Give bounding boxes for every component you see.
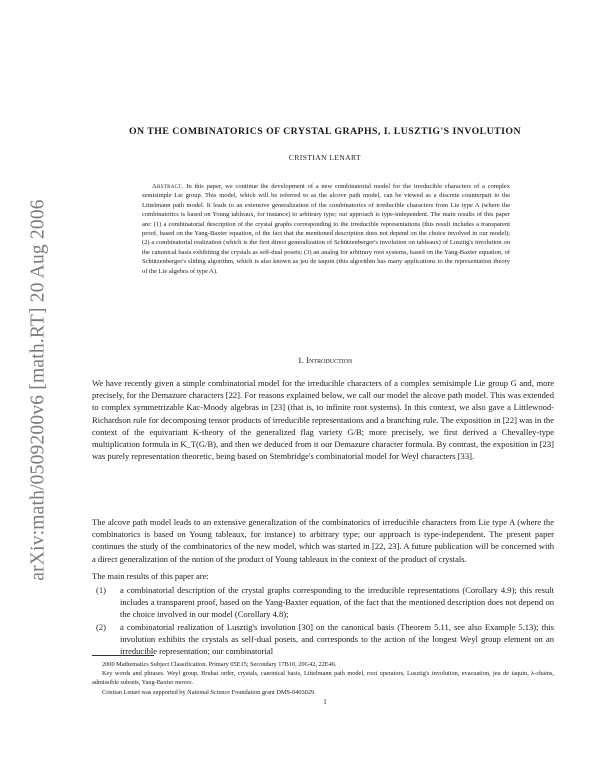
abstract-label: Abstract.	[152, 183, 184, 190]
list-item-number: (1)	[96, 585, 106, 595]
footnotes	[92, 660, 554, 697]
section-number: 1.	[297, 355, 305, 365]
footnote-funding: Cristian Lenart was supported by National Science Foundation grant DMS-0403029.	[102, 688, 316, 696]
list-item	[92, 621, 554, 658]
list-item-number: (2)	[96, 621, 106, 632]
footnote-divider	[92, 655, 154, 656]
author-name: CRISTIAN LENART	[288, 153, 362, 162]
arxiv-stamp	[14, 155, 64, 625]
list-item-text: a combinatorial realization of Lusztig's involution [30] on the canonical basis (Theorem 5.11, see also Example 5.13); this involution exhibits the crystals as self-dual posets, and corresponds to the action of the longest Weyl group element on an irreducible representation; our combinatorial	[120, 621, 554, 657]
paragraph-3: The main results of this paper are:	[92, 571, 209, 581]
page-number: 1	[323, 698, 327, 706]
section-heading	[80, 355, 570, 365]
footnote-keywords: Key words and phrases. Weyl group, Bruhat order, crystals, canonical basis, Littelmann path model, root operators, Lusztig's involution, evacuation, jeu de taquin, λ-chains, admissible subsets, Yang-Baxter moves.	[92, 670, 554, 687]
section-title: Introduction	[306, 355, 353, 365]
abstract	[142, 182, 510, 276]
arxiv-id: arXiv:math/0509200v6 [math.RT] 20 Aug 2006	[28, 199, 50, 581]
paragraph-1: We have recently given a simple combinatorial model for the irreducible characters of a complex semisimple Lie group G and, more precisely, for the Demazure characters [22]. For reasons explained below, we call our model the alcove path model. This was extended to complex symmetrizable Kac-Moody algebras in [23] (that is, to infinite root systems). In this context, we also gave a Littlewood-Richardson rule for decomposing tensor products of irreducible representations and a branching rule. The exposition in [22] was in the context of the equivariant K-theory of the generalized flag variety G/B; more precisely, we first derived a Chevalley-type multiplication formula in K_T(G/B), and then we deduced from it our Demazure character formula. By contrast, the exposition in [23] was purely representation theoretic, being based on Stembridge's combinatorial model for Weyl characters [33].	[92, 378, 554, 462]
paper-title: ON THE COMBINATORICS OF CRYSTAL GRAPHS, I. LUSZTIG'S INVOLUTION	[128, 126, 521, 137]
list-item-text: a combinatorial description of the crystal graphs corresponding to the irreducible representations (Corollary 4.9); this result includes a transparent proof, based on the Yang-Baxter equation, of the fact that the mentioned description does not depend on the choice involved in our model (Corollary 4.8);	[120, 585, 554, 620]
footnote-msc: 2000 Mathematics Subject Classification. Primary 05E15; Secondary 17B10, 20G42, 22E46.	[102, 661, 337, 668]
paragraph-2: The alcove path model leads to an extensive generalization of the combinatorics of irreducible characters from Lie type A (where the combinatorics is based on Young tableaux, for instance) to arbitrary type; our approach is type-independent. The present paper continues the study of the combinatorics of the new model, which was started in [22, 23]. A future publication will be concerned with a direct generalization of the notion of the product of Young tableaux in the context of the product of crystals.	[92, 517, 554, 564]
list-item	[92, 584, 554, 621]
abstract-text: In this paper, we continue the development of a new combinatorial model for the irreducible characters of a complex semisimple Lie group. This model, which will be referred to as the alcove path model, can be viewed as a discrete counterpart to the Littelmann path model. It leads to an extensive generalization of the combinatorics of irreducible characters from Lie type A (where the combinatorics is based on Young tableaux, for instance) to arbitrary type; our approach is type-independent. The main results of this paper are: (1) a combinatorial description of the crystal graphs corresponding to the irreducible representations (this result includes a transparent proof, based on the Yang-Baxter equation, of the fact that the mentioned description does not depend on the choice involved in our model); (2) a combinatorial realization (which is the first direct generalization of Schützenberger's involution on tableaux) of Lusztig's involution on the canonical basis exhibiting the crystals as self-dual posets; (3) an analog for arbitrary root systems, based on the Yang-Baxter equation, of Schützenberger's sliding algorithm, which is also known as jeu de taquin (this algorithm has many applications to the representation theory of the Lie algebra of type A).	[142, 183, 510, 275]
results-list	[92, 584, 554, 657]
